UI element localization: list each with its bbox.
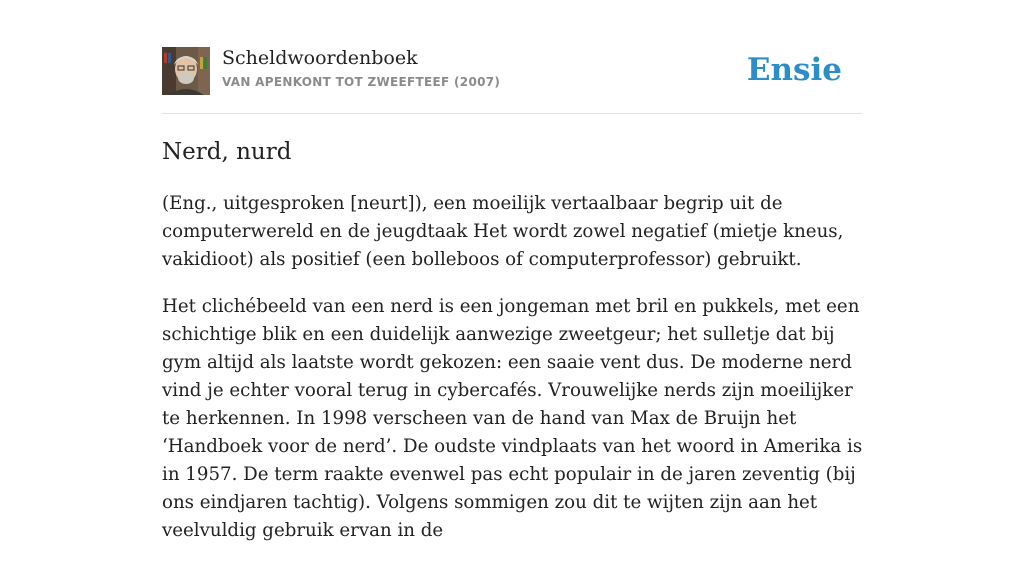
entry-paragraph-1: (Eng., uitgesproken [neurt]), een moeilijk vertaalbaar begrip uit de computerwereld en de jeugdtaak Het wordt zowel negatief (mietje kneus, vakidioot) als positief (een bolleboos of computerprofessor) gebruikt. [162,193,844,270]
ensie-logo[interactable]: Ensie [746,52,842,88]
entry-title: Nerd, nurd [162,139,292,165]
header [162,46,862,114]
book-title[interactable]: Scheldwoordenboek [222,47,418,69]
entry-body [162,190,867,564]
book-subtitle: VAN APENKONT TOT ZWEEFTEEF (2007) [222,75,501,89]
entry-paragraph-2: Het clichébeeld van een nerd is een jongeman met bril en pukkels, met een schichtige blik en een duidelijk aanwezige zweetgeur; het sulletje dat bij gym altijd als laatste wordt gekozen: een saaie vent dus. De moderne nerd vind je echter vooral terug in cybercafés. Vrouwelijke nerds zijn moeilijker te herkennen. In 1998 verscheen van de hand van Max de Bruijn het ‘Handboek voor de nerd’. De oudste vindplaats van het woord in Amerika is in 1957. De term raakte evenwel pas echt populair in de jaren zeventig (bij ons eindjaren tachtig). Volgens sommigen zou dit te wijten zijn aan het veelvuldig gebruik ervan in de [162,296,863,541]
author-avatar-icon[interactable] [162,47,210,95]
